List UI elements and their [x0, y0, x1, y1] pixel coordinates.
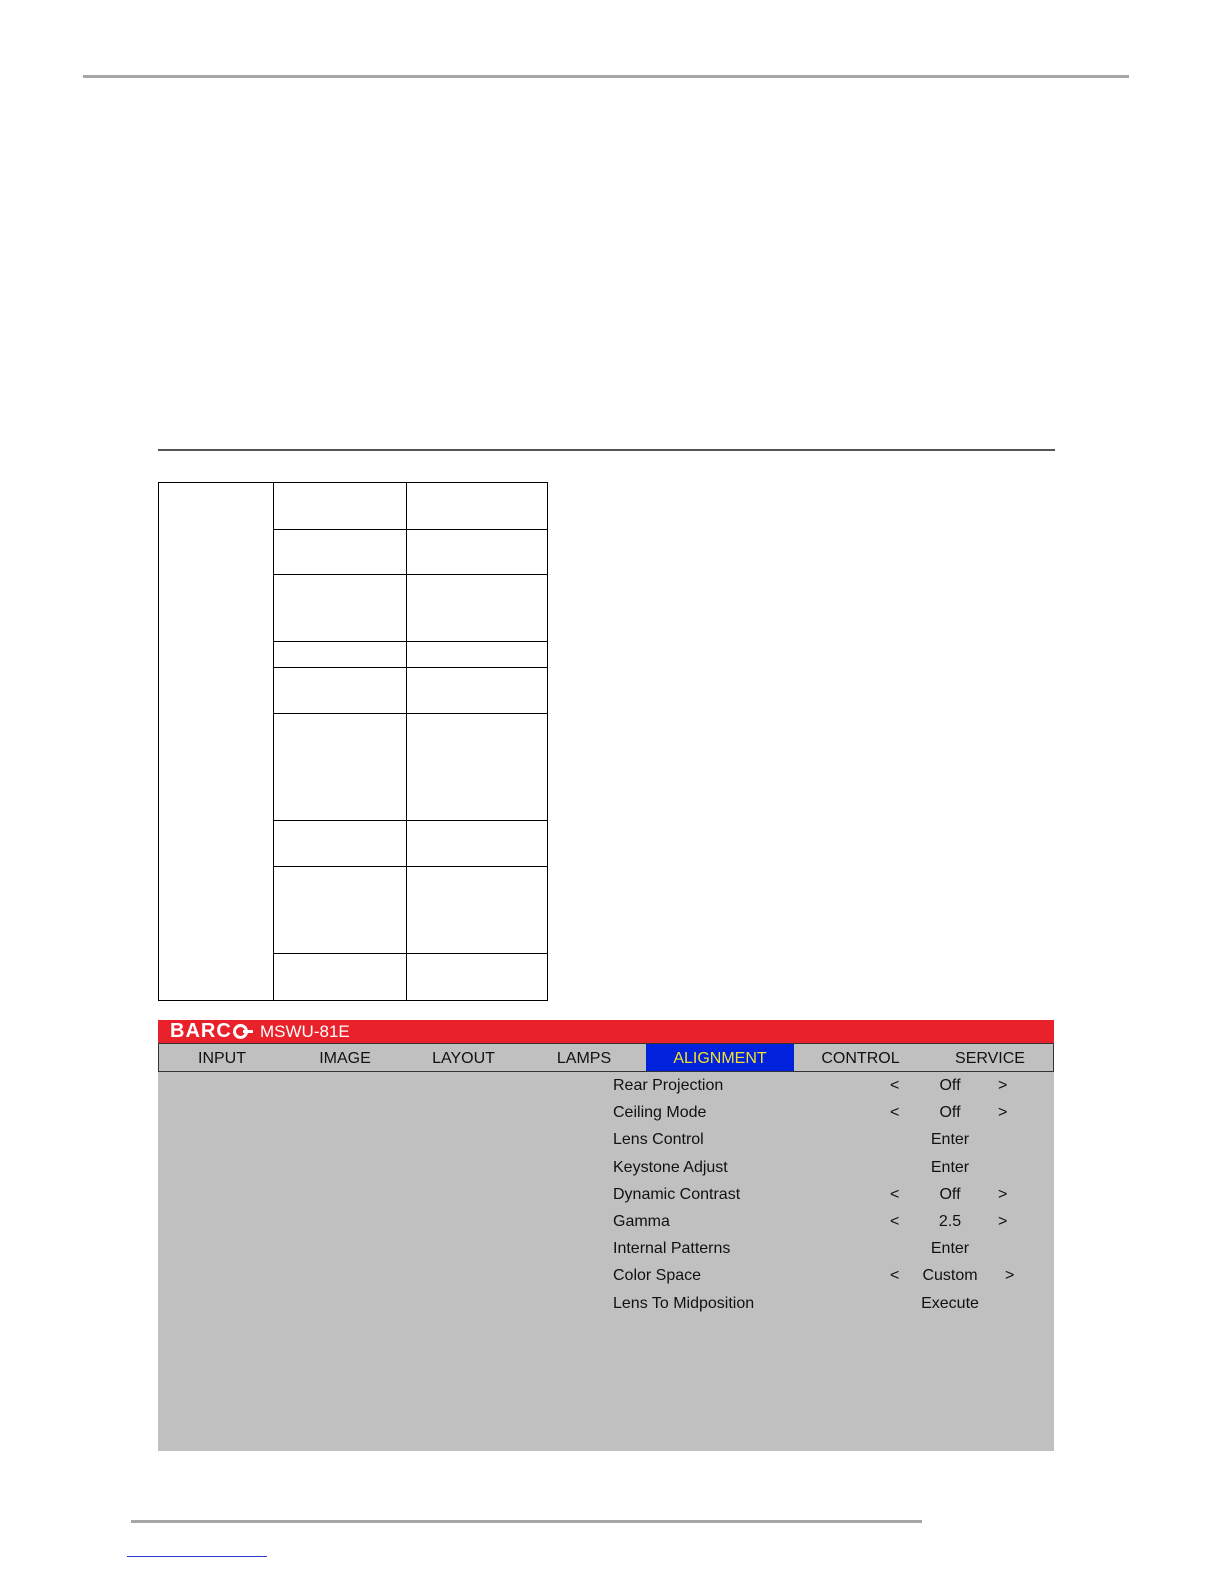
menu-item-label: Internal Patterns: [613, 1240, 731, 1258]
increase-arrow[interactable]: >: [1005, 1267, 1015, 1285]
decrease-arrow[interactable]: <: [890, 1185, 900, 1203]
menu-item-label: Lens To Midposition: [613, 1294, 755, 1312]
menu-item-action[interactable]: Enter: [930, 1240, 970, 1258]
table-cell: [407, 954, 548, 1001]
osd-header: [158, 1020, 1054, 1043]
table-cell: [274, 642, 407, 668]
table-cell: [407, 821, 548, 867]
menu-item-value: Off: [939, 1185, 961, 1203]
menu-item-lens-to-midposition[interactable]: [613, 1290, 1033, 1317]
logo-o-mark: [233, 1024, 248, 1039]
menu-item-action[interactable]: Enter: [930, 1131, 970, 1149]
menu-item-action[interactable]: Enter: [930, 1158, 970, 1176]
decrease-arrow[interactable]: <: [890, 1104, 900, 1122]
tab-input[interactable]: INPUT: [198, 1050, 246, 1067]
menu-item-internal-patterns[interactable]: [613, 1235, 1033, 1262]
decrease-arrow[interactable]: <: [890, 1212, 900, 1230]
table-cell: [407, 714, 548, 821]
tab-service[interactable]: SERVICE: [955, 1050, 1025, 1067]
table-cell: [407, 867, 548, 954]
top-divider: [83, 75, 1129, 78]
menu-item-label: Rear Projection: [613, 1077, 724, 1094]
osd-menu: [158, 1020, 1054, 1451]
table-cell: [274, 714, 407, 821]
table-cell: [407, 530, 548, 575]
table-cell: [274, 530, 407, 575]
barco-logo: [170, 1020, 248, 1043]
menu-item-gamma[interactable]: [613, 1208, 1033, 1235]
tab-image[interactable]: IMAGE: [319, 1050, 371, 1067]
menu-item-label: Lens Control: [613, 1131, 704, 1149]
menu-table: [158, 482, 548, 1001]
table-cell: [274, 867, 407, 954]
alignment-menu-list: [613, 1072, 1033, 1317]
menu-item-label: Dynamic Contrast: [613, 1185, 741, 1203]
footer-link-underline[interactable]: [127, 1556, 267, 1557]
increase-arrow[interactable]: >: [998, 1212, 1008, 1230]
brand-text: BARC: [170, 1020, 232, 1042]
menu-item-value: Custom: [922, 1267, 978, 1285]
increase-arrow[interactable]: >: [998, 1077, 1008, 1094]
footer-divider: [131, 1520, 922, 1523]
menu-item-label: Ceiling Mode: [613, 1104, 707, 1122]
menu-item-value: Off: [939, 1104, 961, 1122]
section-divider: [158, 449, 1055, 451]
menu-item-action[interactable]: Execute: [921, 1294, 979, 1312]
menu-item-label: Gamma: [613, 1212, 670, 1230]
osd-tab-bar: [158, 1043, 1054, 1072]
decrease-arrow[interactable]: <: [890, 1077, 900, 1094]
tab-alignment[interactable]: ALIGNMENT: [646, 1044, 794, 1071]
table-cell: [407, 668, 548, 714]
tab-control[interactable]: CONTROL: [821, 1050, 900, 1067]
table-cell: [407, 575, 548, 642]
table-cell: [274, 575, 407, 642]
menu-item-rear-projection[interactable]: [613, 1072, 1033, 1099]
tab-layout[interactable]: LAYOUT: [432, 1050, 495, 1067]
menu-item-label: Color Space: [613, 1267, 702, 1285]
table-cell: [407, 642, 548, 668]
table-cell: [274, 668, 407, 714]
menu-item-color-space[interactable]: [613, 1262, 1033, 1289]
increase-arrow[interactable]: >: [998, 1104, 1008, 1122]
menu-item-value: 2.5: [938, 1212, 962, 1230]
table-cell-menu: [159, 483, 274, 1001]
menu-item-value: Off: [939, 1077, 961, 1094]
table-cell: [274, 821, 407, 867]
table-cell: [274, 954, 407, 1001]
model-name: MSWU-81E: [260, 1022, 350, 1041]
menu-item-keystone-adjust[interactable]: [613, 1154, 1033, 1181]
menu-item-dynamic-contrast[interactable]: [613, 1181, 1033, 1208]
increase-arrow[interactable]: >: [998, 1185, 1008, 1203]
menu-item-ceiling-mode[interactable]: [613, 1099, 1033, 1126]
menu-item-label: Keystone Adjust: [613, 1158, 728, 1176]
menu-item-lens-control[interactable]: [613, 1126, 1033, 1153]
table-cell: [274, 483, 407, 530]
decrease-arrow[interactable]: <: [890, 1267, 900, 1285]
table-cell: [407, 483, 548, 530]
tab-lamps[interactable]: LAMPS: [556, 1050, 612, 1067]
